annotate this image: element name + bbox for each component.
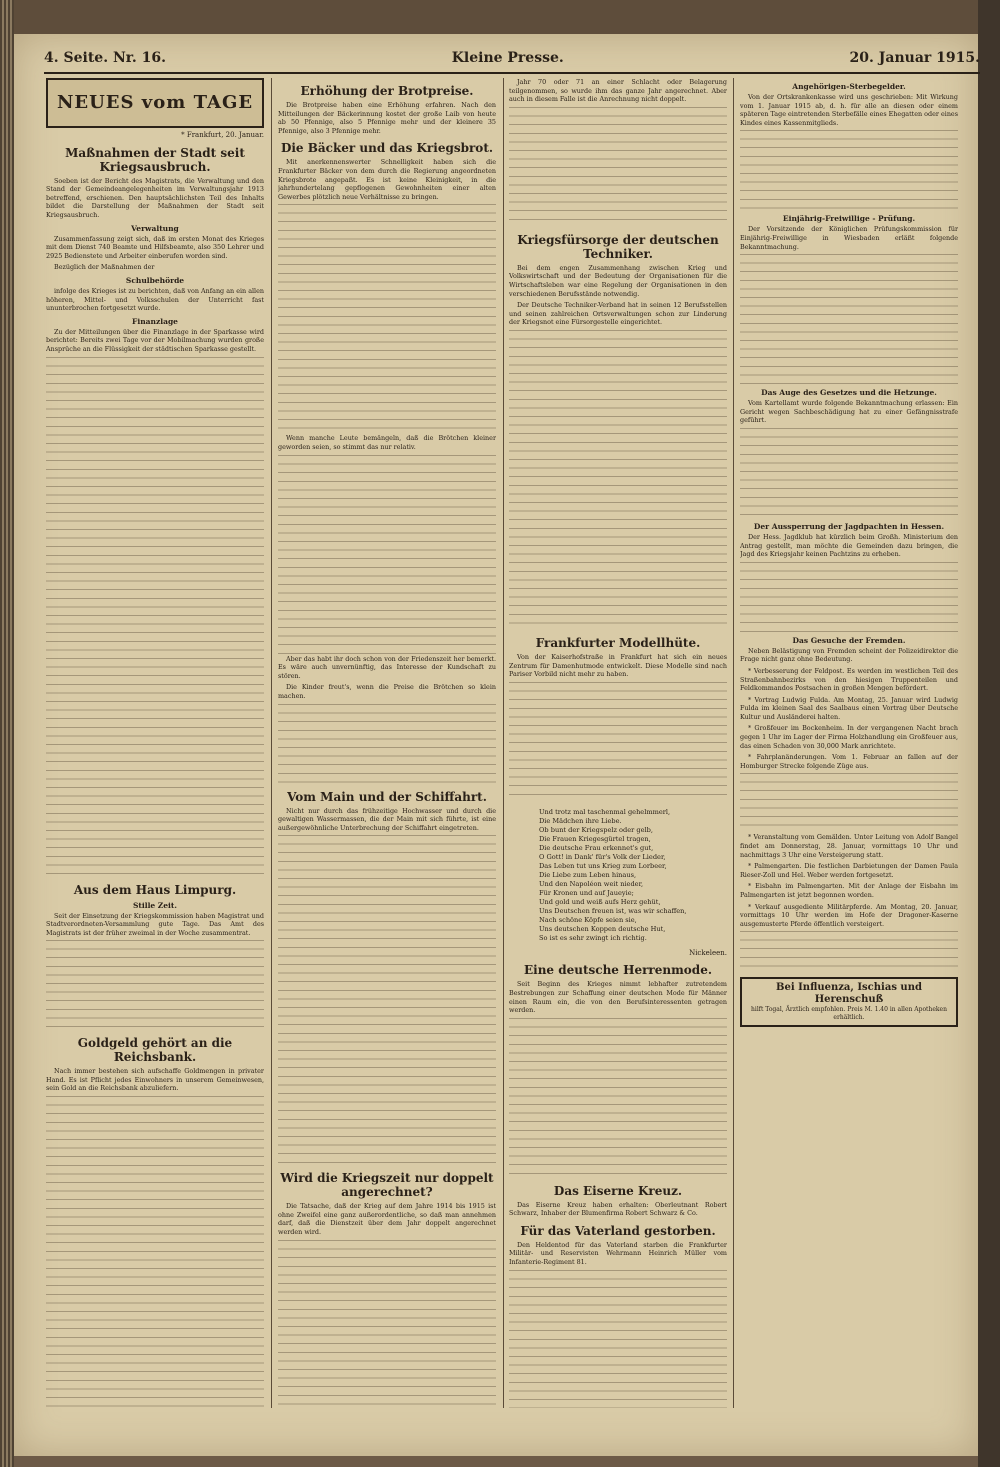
poem-line: Die Liebe zum Leben hinaus, <box>539 870 637 879</box>
article-paragraph: Der Vorsitzende der Königlichen Prüfungskommission für Einjährig-Freiwillige in Wiesbaden erläßt folgende Bekanntmachung. <box>740 225 958 251</box>
body-text-lines <box>740 428 958 518</box>
scan-background-right <box>978 0 1000 1467</box>
article-headline: Kriegsfürsorge der deutschen Techniker. <box>517 232 719 261</box>
issue-date: 20. Januar 1915. <box>849 50 980 66</box>
article-headline: Angehörigen-Sterbegelder. <box>792 82 906 91</box>
body-text-lines <box>509 1018 727 1178</box>
column-1 <box>46 78 264 1408</box>
poem-line: Und gold und weiß aufs Herz gehüt, <box>539 897 661 906</box>
article-paragraph: Bei dem engen Zusammenhang zwischen Krieg und Volkswirtschaft und der Bedeutung der Organisationen für die Wirtschaftsleben war eine Regelung der Organisationen in den verschiedenen Berufsstände notwendig. <box>509 263 727 298</box>
article-headline: Goldgeld gehört an die Reichsbank. <box>77 1036 233 1065</box>
column-4 <box>740 78 958 1408</box>
article-paragraph: Wenn manche Leute bemängeln, daß die Brötchen kleiner geworden seien, so stimmt das nur relativ. <box>278 434 496 451</box>
body-text-lines <box>46 1096 264 1408</box>
body-text-lines <box>278 1240 496 1408</box>
body-text-lines <box>740 931 958 971</box>
article-headline: Das Auge des Gesetzes und die Hetzunge. <box>761 388 937 398</box>
poem-line: O Gott! in Dank' für's Volk der Lieder, <box>539 852 666 861</box>
page-stack-edge <box>0 0 14 1467</box>
advertisement <box>740 977 958 1027</box>
body-text-lines <box>278 704 496 784</box>
column-2 <box>278 78 496 1408</box>
article-headline: Das Gesuche der Fremden. <box>792 635 906 645</box>
article-subheading: Verwaltung <box>131 223 179 233</box>
article-headline: Maßnahmen der Stadt seit Kriegsausbruch. <box>65 145 245 174</box>
body-text-lines <box>509 1270 727 1408</box>
article-headline: Einjährig-Freiwillige - Prüfung. <box>782 214 916 224</box>
body-text-lines <box>740 130 958 210</box>
columns <box>44 78 958 1408</box>
article-subheading: Stille Zeit. <box>133 900 177 910</box>
page-header <box>44 50 980 74</box>
article-paragraph: Nach immer bestehen sich aufschaffe Goldmengen in privater Hand. Es ist Pflicht jedes Einwohners in unserem Gemeinwesen, sein Gold an die Reichsbank abzuliefern. <box>46 1067 264 1093</box>
article-paragraph: Zu der Mitteilungen über die Finanzlage in der Sparkasse wird berichtet: Bereits zwei Tage vor der Mobilmachung wurden große Ansprüche an die Flüssigkeit der städtischen Sparkasse gestellt. <box>46 327 264 353</box>
body-text-lines <box>740 773 958 833</box>
article-paragraph: Seit Beginn des Krieges nimmt lebhafter zutretendem Bestrebungen zur Schaffung einer deutschen Mode für Männer einen Raum ein, die von den Berufsinteressenten getragen werden. <box>509 980 727 1015</box>
article-subheading: Finanzlage <box>132 316 178 326</box>
article-headline: Vom Main und der Schiffahrt. <box>287 789 487 804</box>
paper-title: Kleine Presse. <box>451 50 564 66</box>
article-paragraph: Die Tatsache, daß der Krieg auf dem Jahre 1914 bis 1915 ist ohne Zweifel eine ganz außerordentliche, so daß man annehmen darf, daß die Dienstzeit über dem Jahr doppelt angerechnet werden wird. <box>278 1202 496 1237</box>
body-text-lines <box>740 562 958 632</box>
poem-line: Und den Napoléon weit nieder, <box>539 879 644 888</box>
article-headline: Die Bäcker und das Kriegsbrot. <box>280 141 494 156</box>
article-paragraph: Jahr 70 oder 71 an einer Schlacht oder Belagerung teilgenommen, so wurde ihm das ganze Jahr angerechnet. Aber auch in diesem Falle ist die Anrechnung nicht doppelt. <box>509 78 727 104</box>
poem-line: Uns deutschen Koppen deutsche Hut, <box>539 924 666 933</box>
column-rule <box>271 78 272 1408</box>
article-headline: Für das Vaterland gestorben. <box>520 1223 716 1238</box>
article-paragraph: * Vortrag Ludwig Fulda. Am Montag, 25. Januar wird Ludwig Fulda im kleinen Saal des Saalbaus einen Vortrag über Deutsche Kultur und Ausländerei halten. <box>740 695 958 721</box>
article-headline: Der Aussperrung der Jagdpachten in Hessen. <box>753 521 945 531</box>
article-paragraph: Von der Kaiserhofstraße in Frankfurt hat sich ein neues Zentrum für Damenhutmode entwickelt. Diese Modelle sind nach Pariser Vorbild nicht mehr zu haben. <box>509 652 727 679</box>
article-headline: Erhöhung der Brotpreise. <box>300 84 474 98</box>
body-text-lines <box>46 357 264 877</box>
article-paragraph: Neben Belästigung von Fremden scheint der Polizeidirektor die Frage nicht ganz ohne Bedeutung. <box>740 646 958 664</box>
body-text-lines <box>509 682 727 802</box>
article-headline: Frankfurter Modellhüte. <box>535 635 701 650</box>
column-3 <box>509 78 727 1408</box>
poem-line: Die deutsche Frau erkennet's gut, <box>539 843 654 852</box>
body-text-lines <box>278 835 496 1165</box>
body-text-lines <box>509 330 727 630</box>
article-paragraph: * Fahrplanänderungen. Vom 1. Februar an fallen auf der Homburger Strecke folgende Züge aus. <box>740 753 958 770</box>
poem-line: Für Kronen und auf Jaueyie; <box>539 888 634 897</box>
article-paragraph: Soeben ist der Bericht des Magistrats, die Verwaltung und den Stand der Gemeindeangelegenheiten im Verwaltungsjahr 1913 betreffend, erschienen. Den hauptsächlichsten Teil des Inhalts bildet die Darstellung der Maßnahmen der Stadt seit Kriegsausbruch. <box>46 176 264 219</box>
article-paragraph: Den Heldentod für das Vaterland starben die Frankfurter Militär- und Reservisten Wehrmann Heinrich Müller vom Infanterie-Regiment 81. <box>509 1240 727 1267</box>
column-rule <box>503 78 504 1408</box>
article-headline: Wird die Kriegszeit nur doppelt angerechnet? <box>280 1171 494 1200</box>
article-paragraph: Vom Kartellamt wurde folgende Bekanntmachung erlassen: Ein Gericht wegen Sachbeschädigung hat zu einer Gefängnisstrafe geführt. <box>740 399 958 425</box>
poem-line: Die Mädchen ihre Liebe. <box>539 816 622 825</box>
body-text-lines <box>509 107 727 227</box>
article-paragraph: * Großfeuer im Bockenheim. In der vergangenen Nacht brach gegen 1 Uhr im Lager der Firma Holzhandlung ein Großfeuer aus, das einen Schaden von 30,000 Mark anrichtete. <box>740 724 958 750</box>
article-paragraph: Die Brotpreise haben eine Erhöhung erfahren. Nach den Mitteilungen der Bäckerinnung kostet der große Laib von heute ab 50 Pfennige, also 5 Pfennige mehr und der kleinere 35 Pfennige, also 3 Pfennige mehr. <box>278 101 496 135</box>
article-paragraph: Mit anerkennenswerter Schnelligkeit haben sich die Frankfurter Bäcker von dem durch die Regierung angeordneten Kriegsbrote angepaßt. Es ist keine Kleinigkeit, in die jahrhundertelang gepflogenen Gewohnheiten einer alten Gewerbes plötzlich neue Verhältnisse zu bringen. <box>278 158 496 201</box>
article-paragraph: Die Kinder freut's, wenn die Preise die Brötchen so klein machen. <box>278 683 496 700</box>
poem-line: Nach schöne Köpfe seien sie, <box>539 915 637 924</box>
article-paragraph: Der Deutsche Techniker-Verband hat in seinen 12 Berufsstellen und seinen zahlreichen Ortsverwaltungen schon zur Linderung der Kriegsnot eine Fürsorgestelle eingerichtet. <box>509 301 727 327</box>
article-paragraph: * Veranstaltung vom Gemälden. Unter Leitung von Adolf Bangel findet am Donnerstag, 28. Januar, vormittags 10 Uhr und nachmittags 3 Uhr eine Versteigerung statt. <box>740 833 958 859</box>
body-text-lines <box>740 254 958 384</box>
article-paragraph: Nicht nur durch das frühzeitige Hochwasser und durch die gewaltigen Wassermassen, die der Main mit sich führte, ist eine außergewöhnliche Unterbrechung der Schiffahrt eingetreten. <box>278 806 496 832</box>
poem-line: So ist es sehr zwingt ich richtig. <box>539 933 647 942</box>
body-text-lines <box>278 455 496 655</box>
article-headline: Eine deutsche Herrenmode. <box>523 963 712 978</box>
article-paragraph: * Verbesserung der Feldpost. Es werden im westlichen Teil des Straßenbahnbezirks von den hiesigen Truppenteilen und Feldkommandos Postsachen in großen Mengen befördert. <box>740 666 958 693</box>
scan-background-top <box>0 0 1000 34</box>
ad-text: hilft Togal, Ärztlich empfohlen. Preis M. 1.40 in allen Apotheken erhältlich. <box>751 1006 947 1022</box>
dateline: * Frankfurt, 20. Januar. <box>181 131 264 139</box>
article-paragraph: infolge des Krieges ist zu berichten, daß von Anfang an ein allen höheren, Mittel- und Volksschulen der Unterricht fast ununterbrochen fortgesetzt wurde. <box>46 286 264 313</box>
ad-headline: Bei Influenza, Ischias und Herenschuß <box>776 982 922 1006</box>
article-subheading: Schulbehörde <box>125 275 185 285</box>
poem-line: Und trotz mal taschenmal gehelmmerl, <box>539 807 671 816</box>
article-paragraph: * Eisbahn im Palmengarten. Mit der Anlage der Eisbahn im Palmengarten ist jetzt begonnen worden. <box>740 882 958 899</box>
article-paragraph: Von der Ortskrankenkasse wird uns geschrieben: Mit Wirkung vom 1. Januar 1915 ab, d. h. für alle an diesen oder einem späteren Tage eintretenden Sterbefälle eines Ehegatten oder eines Kindes eines Kassenmitglieds. <box>740 93 958 127</box>
article-paragraph: * Palmengarten. Die festlichen Darbietungen der Damen Paula Rieser-Zoll und Hel. Weber werden fortgesetzt. <box>740 862 958 879</box>
page-number: 4. Seite. Nr. 16. <box>44 50 166 66</box>
poem-line: Das Leben tut uns Krieg zum Lorbeer, <box>539 861 667 870</box>
article-paragraph: Das Eiserne Kreuz haben erhalten: Oberleutnant Robert Schwarz, Inhaber der Blumenfirma Robert Schwarz & Co. <box>509 1200 727 1218</box>
poem-author: Nickeleen. <box>689 948 727 957</box>
poem-line: Die Frauen Kriegesgürtel tragen, <box>539 834 651 843</box>
article-paragraph: Bezüglich der Maßnahmen der <box>54 263 155 272</box>
article-paragraph: Seit der Einsetzung der Kriegskommission haben Magistrat und Stadtverordneten-Versammlung gute Tage. Das Amt des Magistrats ist der früher zweimal in der Woche zusammentrat. <box>46 911 264 937</box>
article-headline: Das Eiserne Kreuz. <box>553 1183 683 1198</box>
poem-line: Uns Deutschen freuen ist, was wir schaffen, <box>539 906 687 915</box>
article-paragraph: * Verkauf ausgediente Militärpferde. Am Montag, 20. Januar, vormittags 10 Uhr werden im Hofe der Dragoner-Kaserne ausgemusterte Pferde öffentlich versteigert. <box>740 902 958 928</box>
poem-line: Ob bunt der Kriegspelz oder gelb, <box>539 825 653 834</box>
body-text-lines <box>46 940 264 1030</box>
section-logo: NEUES vom TAGE <box>46 78 264 128</box>
poem <box>539 808 727 943</box>
article-headline: Aus dem Haus Limpurg. <box>73 882 237 897</box>
body-text-lines <box>278 204 496 434</box>
column-rule <box>733 78 734 1408</box>
article-paragraph: Zusammenfassung zeigt sich, daß im ersten Monat des Krieges mit dem Dienst 740 Beamte und Hilfsbeamte, also 350 Lehrer und 2925 Bedienstete und Arbeiter einberufen worden sind. <box>46 234 264 260</box>
article-paragraph: Aber das habt ihr doch schon von der Friedenszeit her bemerkt. Es wäre auch unvernünftig, das Interesse der Kundschaft zu stören. <box>278 654 496 680</box>
article-paragraph: Der Hess. Jagdklub hat kürzlich beim Großh. Ministerium den Antrag gestellt, man möchte die Gemeinden dazu bringen, die Jagd des Kriegsjahr keinen Pachtzins zu erheben. <box>740 532 958 559</box>
